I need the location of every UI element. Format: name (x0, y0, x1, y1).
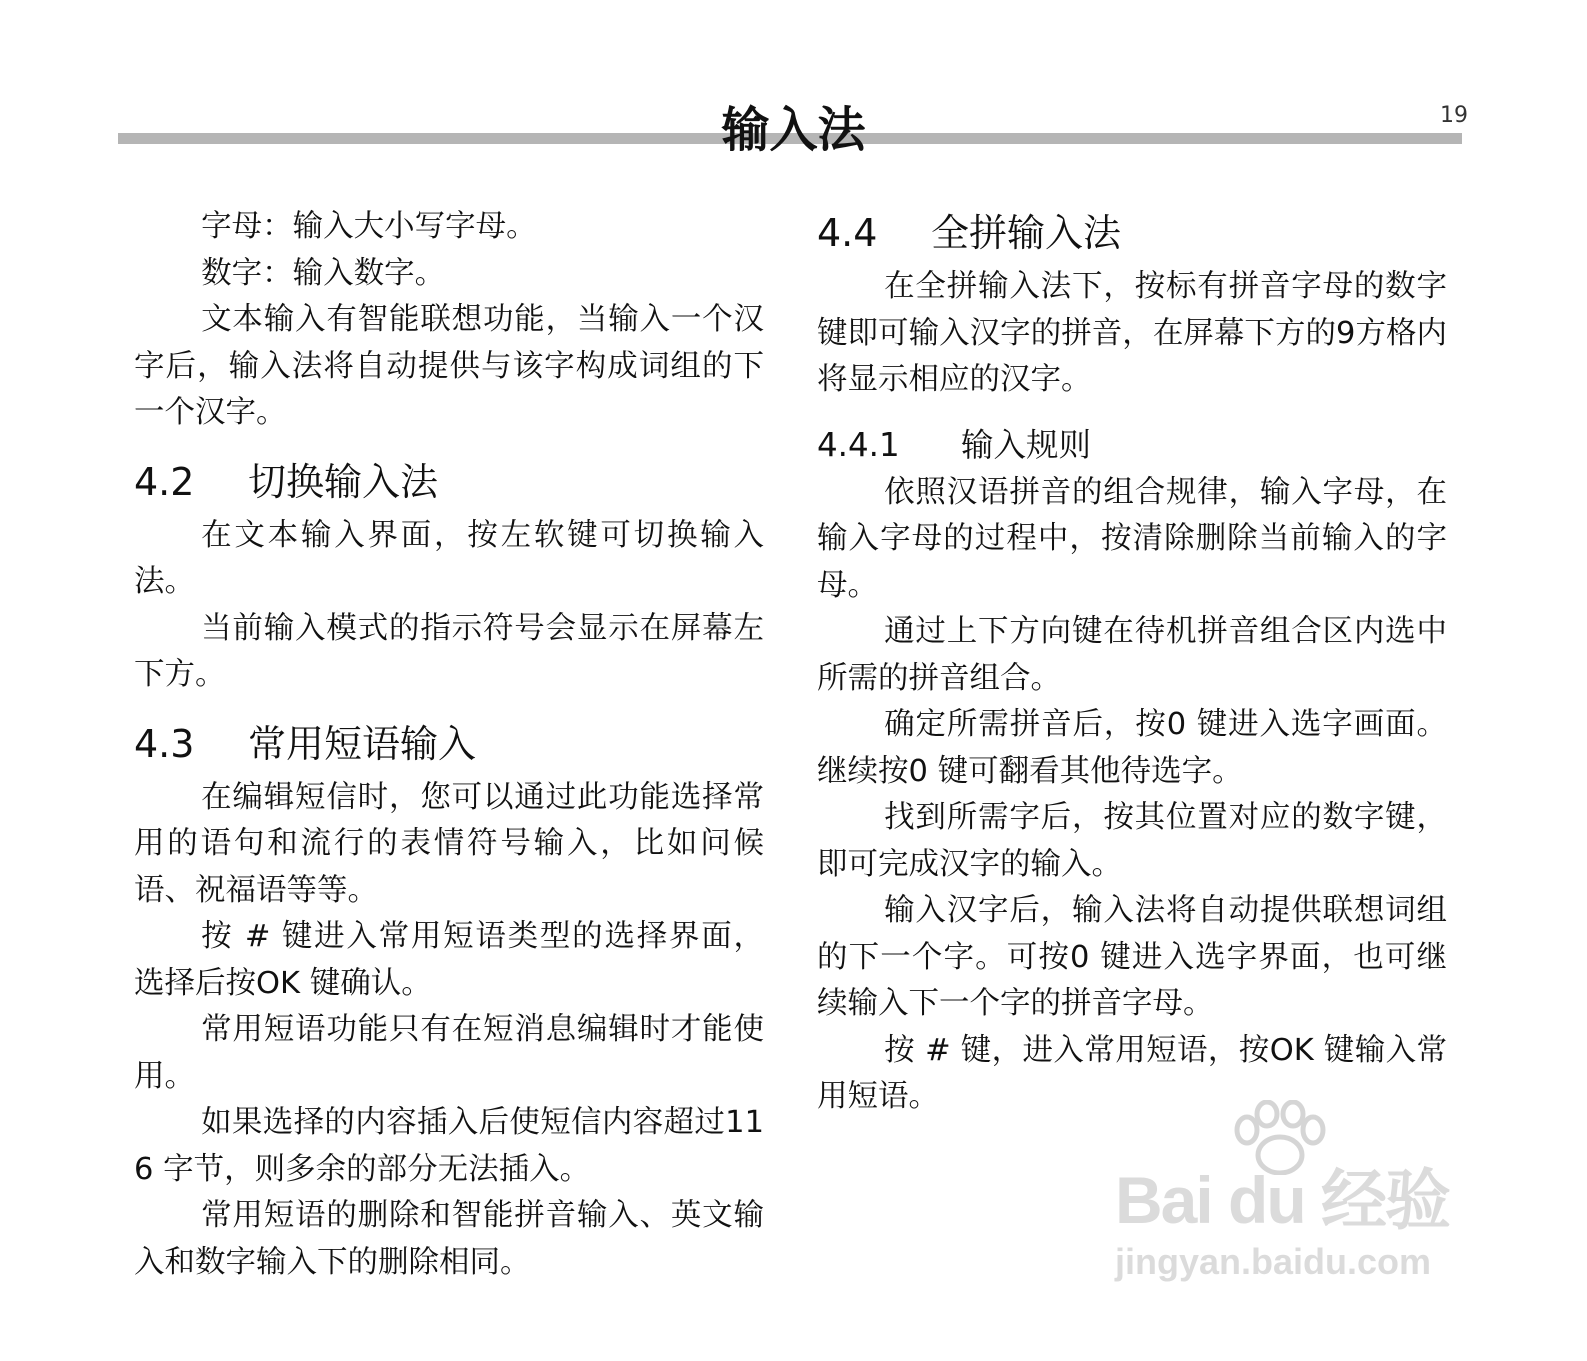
section-number: 4.3 (134, 721, 195, 766)
paragraph: 如果选择的内容插入后使短信内容超过116 字节，则多余的部分无法插入。 (134, 1105, 764, 1187)
paragraph: 输入汉字后，输入法将自动提供联想词组的下一个字。可按0 键进入选字界面，也可继续输入下一个字的拼音字母。 (817, 893, 1447, 1021)
paragraph: 依照汉语拼音的组合规律，输入字母，在输入字母的过程中，按清除删除当前输入的字母。 (817, 474, 1447, 603)
paragraph: 在全拼输入法下，按标有拼音字母的数字键即可输入汉字的拼音，在屏幕下方的9方格内将显示相应的汉字。 (817, 269, 1447, 397)
paragraph: 常用短语功能只有在短消息编辑时才能使用。 (134, 1012, 764, 1094)
watermark-url: jingyan.baidu.com (1115, 1241, 1432, 1282)
subsection-heading-4-4-1 (817, 420, 1447, 470)
page-number: 19 (1440, 103, 1468, 128)
paragraph: 找到所需字后，按其位置对应的数字键，即可完成汉字的输入。 (817, 800, 1447, 882)
subsection-title: 输入规则 (961, 425, 1092, 464)
section-heading-4-3 (134, 715, 764, 773)
paragraph: 字母：输入大小写字母。 (201, 209, 537, 244)
paragraph: 在编辑短信时，您可以通过此功能选择常用的语句和流行的表情符号输入，比如问候语、祝福语等等。 (134, 779, 764, 908)
section-title: 全拼输入法 (931, 211, 1122, 255)
section-title: 切换输入法 (248, 459, 439, 504)
paragraph: 按 # 键进入常用短语类型的选择界面，选择后按OK 键确认。 (134, 919, 764, 1001)
right-column (817, 204, 1447, 1121)
baidu-watermark (1105, 1100, 1485, 1300)
paragraph: 文本输入有智能联想功能，当输入一个汉字后，输入法将自动提供与该字构成词组的下一个汉字。 (134, 302, 764, 430)
paragraph: 确定所需拼音后，按0 键进入选字画面。继续按0 键可翻看其他待选字。 (817, 707, 1447, 789)
section-title: 常用短语输入 (248, 721, 477, 766)
paragraph: 在文本输入界面，按左软键可切换输入法。 (134, 517, 764, 599)
paragraph: 当前输入模式的指示符号会显示在屏幕左下方。 (134, 610, 764, 692)
section-number: 4.2 (134, 459, 195, 504)
paragraph: 按 # 键，进入常用短语，按OK 键输入常用短语。 (817, 1032, 1447, 1114)
paragraph: 通过上下方向键在待机拼音组合区内选中所需的拼音组合。 (817, 614, 1447, 696)
watermark-brand: Bai du 经验 (1115, 1163, 1450, 1237)
section-heading-4-2 (134, 453, 764, 511)
section-heading-4-4 (817, 204, 1447, 262)
page-title: 输入法 (721, 102, 866, 158)
subsection-number: 4.4.1 (817, 425, 900, 464)
paragraph: 常用短语的删除和智能拼音输入、英文输入和数字输入下的删除相同。 (134, 1198, 764, 1280)
paragraph: 数字：输入数字。 (201, 255, 446, 291)
left-column (134, 204, 764, 1286)
section-number: 4.4 (817, 211, 878, 255)
